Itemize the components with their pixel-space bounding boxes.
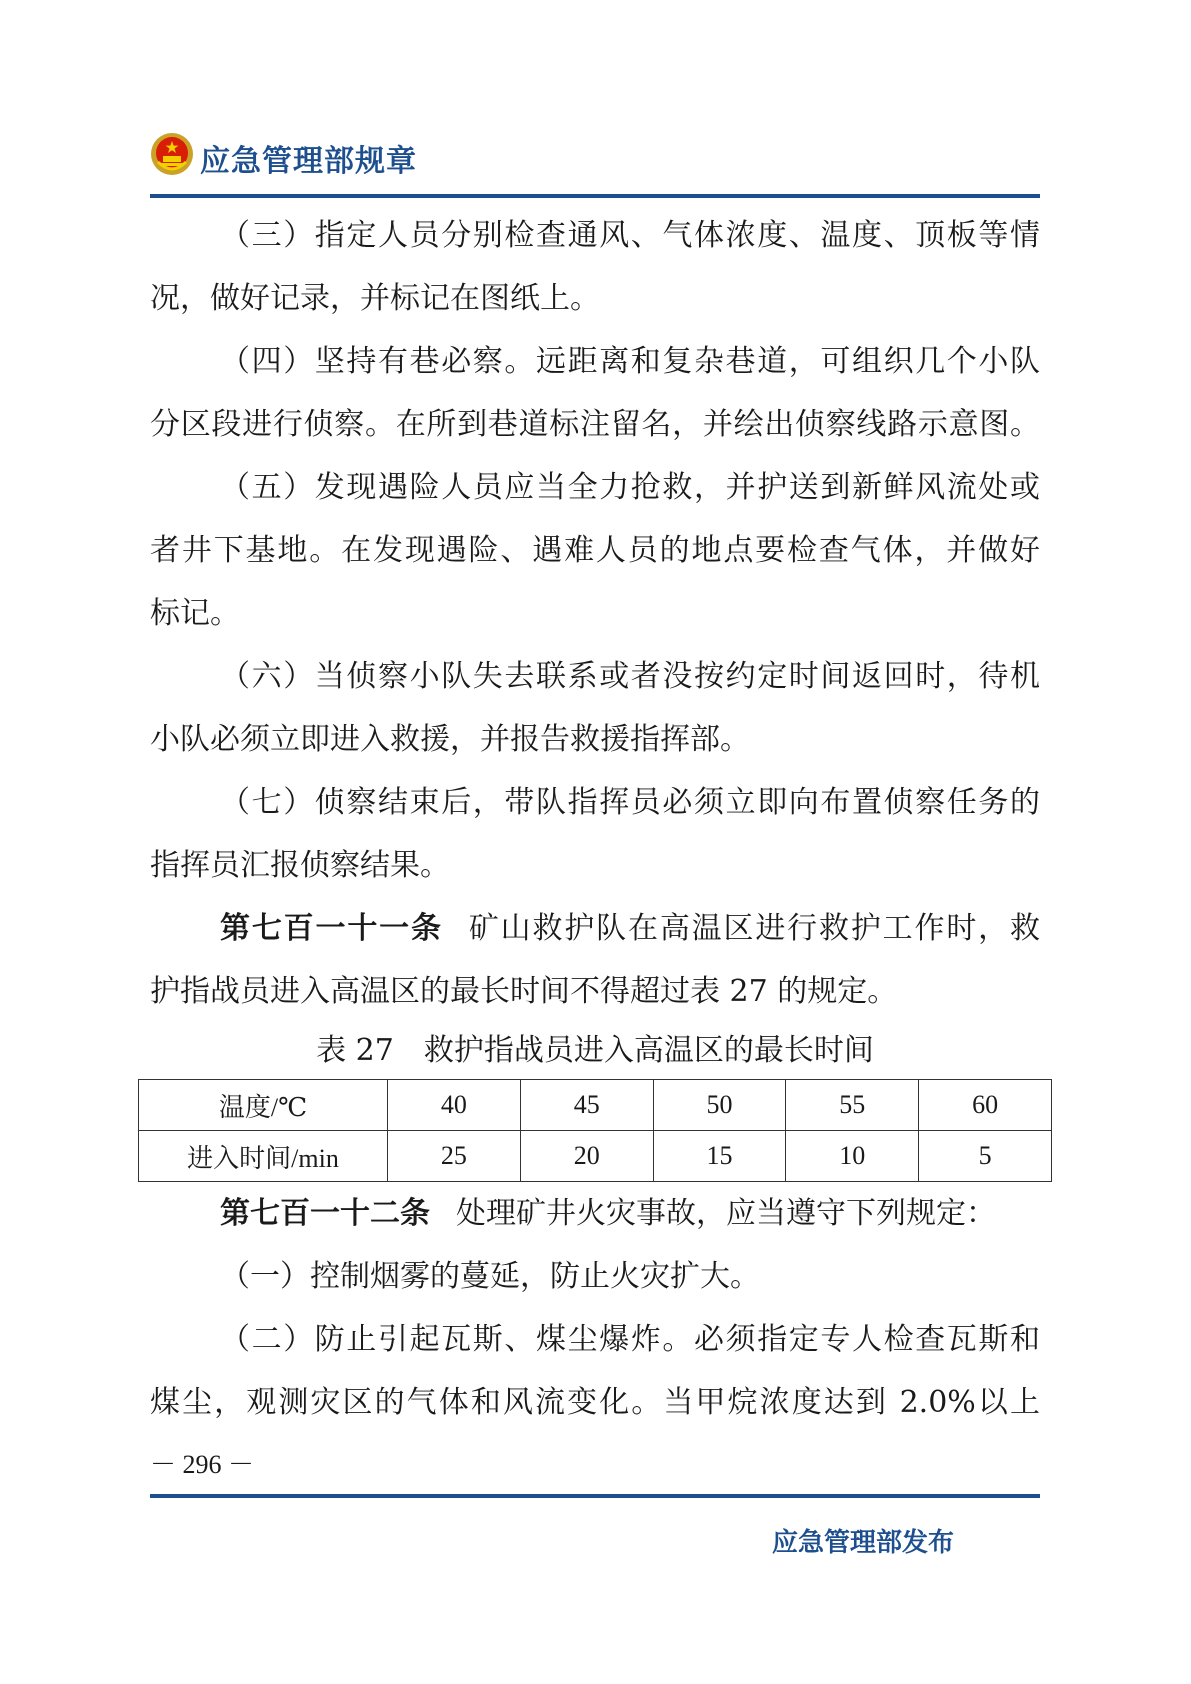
article-711-title: 第七百一十一条 bbox=[220, 911, 443, 946]
paragraph-line: 标记。 bbox=[150, 596, 240, 631]
table-caption: 表 27 救护指战员进入高温区的最长时间 bbox=[316, 1033, 874, 1068]
table-cell: 40 bbox=[388, 1080, 521, 1131]
table-cell: 10 bbox=[786, 1131, 919, 1182]
paragraph-line: （六）当侦察小队失去联系或者没按约定时间返回时，待机 bbox=[220, 659, 1040, 694]
article-line bbox=[150, 1182, 1040, 1245]
article-line bbox=[150, 897, 1040, 960]
table-cell: 进入时间/min bbox=[139, 1131, 388, 1182]
footer-publisher: 应急管理部发布 bbox=[772, 1528, 955, 1558]
paragraph-line: 小队必须立即进入救援，并报告救援指挥部。 bbox=[150, 722, 750, 757]
paragraph-line: 护指战员进入高温区的最长时间不得超过表 27 的规定。 bbox=[150, 974, 898, 1009]
table-cell: 20 bbox=[520, 1131, 653, 1182]
article-711-text: 矿山救护队在高温区进行救护工作时，救 bbox=[468, 911, 1041, 946]
table-cell: 5 bbox=[919, 1131, 1052, 1182]
paragraph-line: 指挥员汇报侦察结果。 bbox=[150, 848, 450, 883]
article-712-title: 第七百一十二条 bbox=[220, 1196, 430, 1231]
national-emblem-icon bbox=[150, 132, 194, 176]
paragraph-line: （二）防止引起瓦斯、煤尘爆炸。必须指定专人检查瓦斯和 bbox=[220, 1322, 1040, 1357]
article-712-text: 处理矿井火灾事故，应当遵守下列规定： bbox=[456, 1196, 996, 1231]
table-row bbox=[139, 1080, 1052, 1131]
table-cell: 50 bbox=[653, 1080, 786, 1131]
table-cell: 25 bbox=[388, 1131, 521, 1182]
paragraph-line: （四）坚持有巷必察。远距离和复杂巷道，可组织几个小队 bbox=[220, 344, 1040, 379]
page-header bbox=[150, 128, 1040, 198]
table-cell: 15 bbox=[653, 1131, 786, 1182]
table-cell: 温度/℃ bbox=[139, 1080, 388, 1131]
temperature-time-table bbox=[138, 1079, 1052, 1182]
footer-rule bbox=[150, 1494, 1040, 1498]
paragraph-line: （三）指定人员分别检查通风、气体浓度、温度、顶板等情 bbox=[220, 218, 1040, 253]
document-body bbox=[150, 204, 1040, 1434]
table-row bbox=[139, 1131, 1052, 1182]
header-rule bbox=[150, 194, 1040, 198]
table-cell: 60 bbox=[919, 1080, 1052, 1131]
paragraph-line: （五）发现遇险人员应当全力抢救，并护送到新鲜风流处或 bbox=[220, 470, 1040, 505]
paragraph-line: （七）侦察结束后，带队指挥员必须立即向布置侦察任务的 bbox=[220, 785, 1040, 820]
paragraph-line: 分区段进行侦察。在所到巷道标注留名，并绘出侦察线路示意图。 bbox=[150, 407, 1040, 442]
paragraph-line: 况，做好记录，并标记在图纸上。 bbox=[150, 281, 600, 316]
header-title: 应急管理部规章 bbox=[200, 144, 417, 179]
paragraph-line: 者井下基地。在发现遇险、遇难人员的地点要检查气体，并做好 bbox=[150, 533, 1040, 568]
paragraph-line: 煤尘，观测灾区的气体和风流变化。当甲烷浓度达到 2.0%以上 bbox=[150, 1385, 1040, 1420]
table-cell: 55 bbox=[786, 1080, 919, 1131]
page-number: － 296 － bbox=[150, 1450, 255, 1479]
table-cell: 45 bbox=[520, 1080, 653, 1131]
paragraph-line: （一）控制烟雾的蔓延，防止火灾扩大。 bbox=[220, 1259, 760, 1294]
